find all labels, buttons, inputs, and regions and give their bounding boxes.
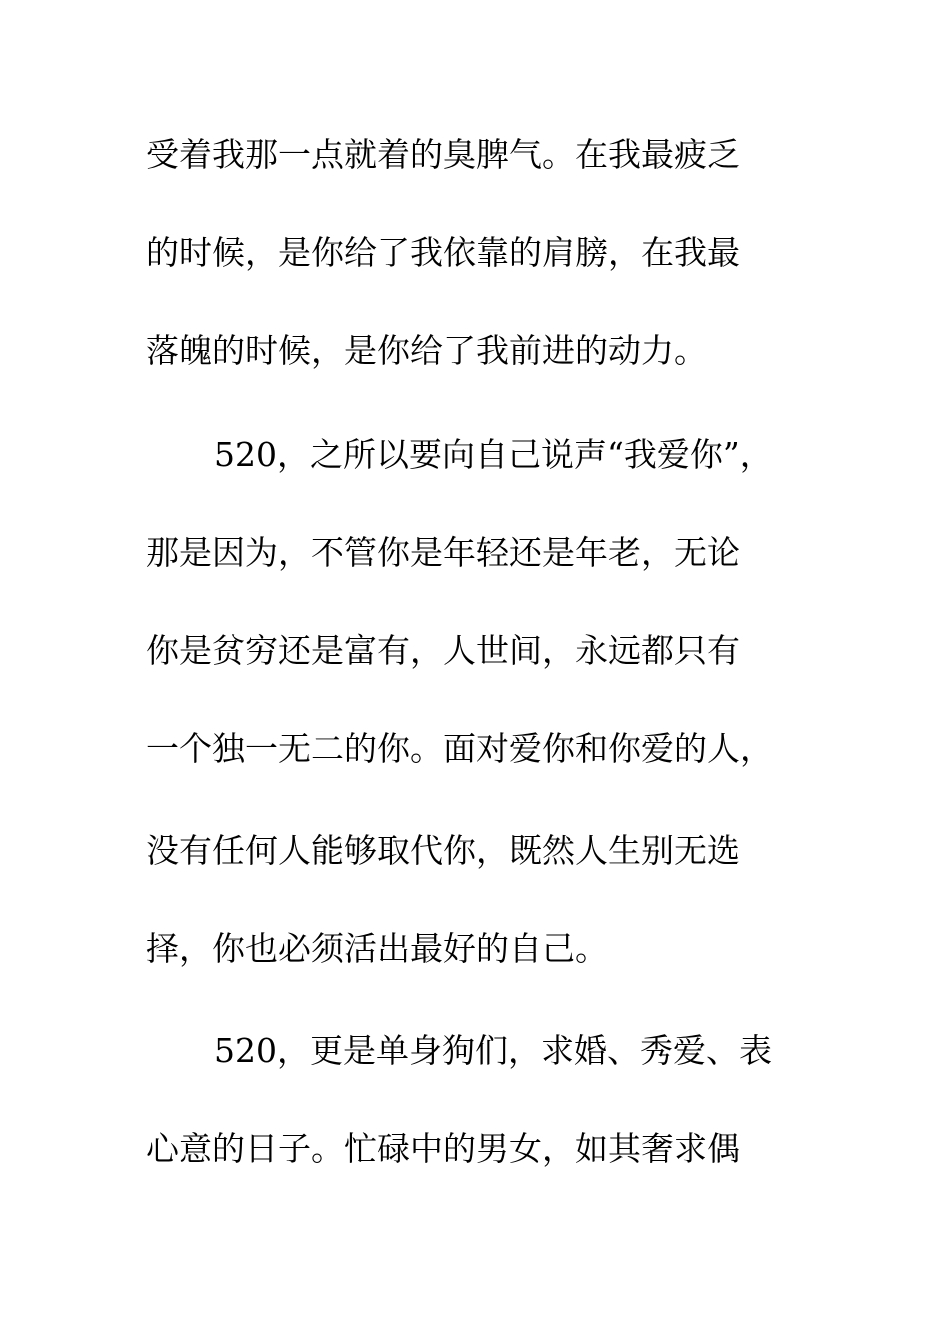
text-line: 那是因为，不管你是年轻还是年老，无论	[146, 533, 740, 572]
text-line: 的时候，是你给了我依靠的肩膀，在我最	[146, 233, 740, 272]
text-line: 受着我那一点就着的臭脾气。在我最疲乏	[146, 135, 740, 174]
paragraph-start-line: 520，之所以要向自己说声“我爱你”，	[214, 435, 773, 474]
text-line: 一个独一无二的你。面对爱你和你爱的人，	[146, 729, 773, 768]
paragraph-start-line: 520，更是单身狗们，求婚、秀爱、表	[214, 1031, 772, 1070]
text-line: 落魄的时候，是你给了我前进的动力。	[146, 331, 707, 370]
text-line: 你是贫穷还是富有，人世间，永远都只有	[146, 631, 740, 670]
text-line: 择，你也必须活出最好的自己。	[146, 929, 608, 968]
text-line: 心意的日子。忙碌中的男女，如其奢求偶	[146, 1129, 740, 1168]
text-line: 没有任何人能够取代你，既然人生别无选	[146, 831, 740, 870]
